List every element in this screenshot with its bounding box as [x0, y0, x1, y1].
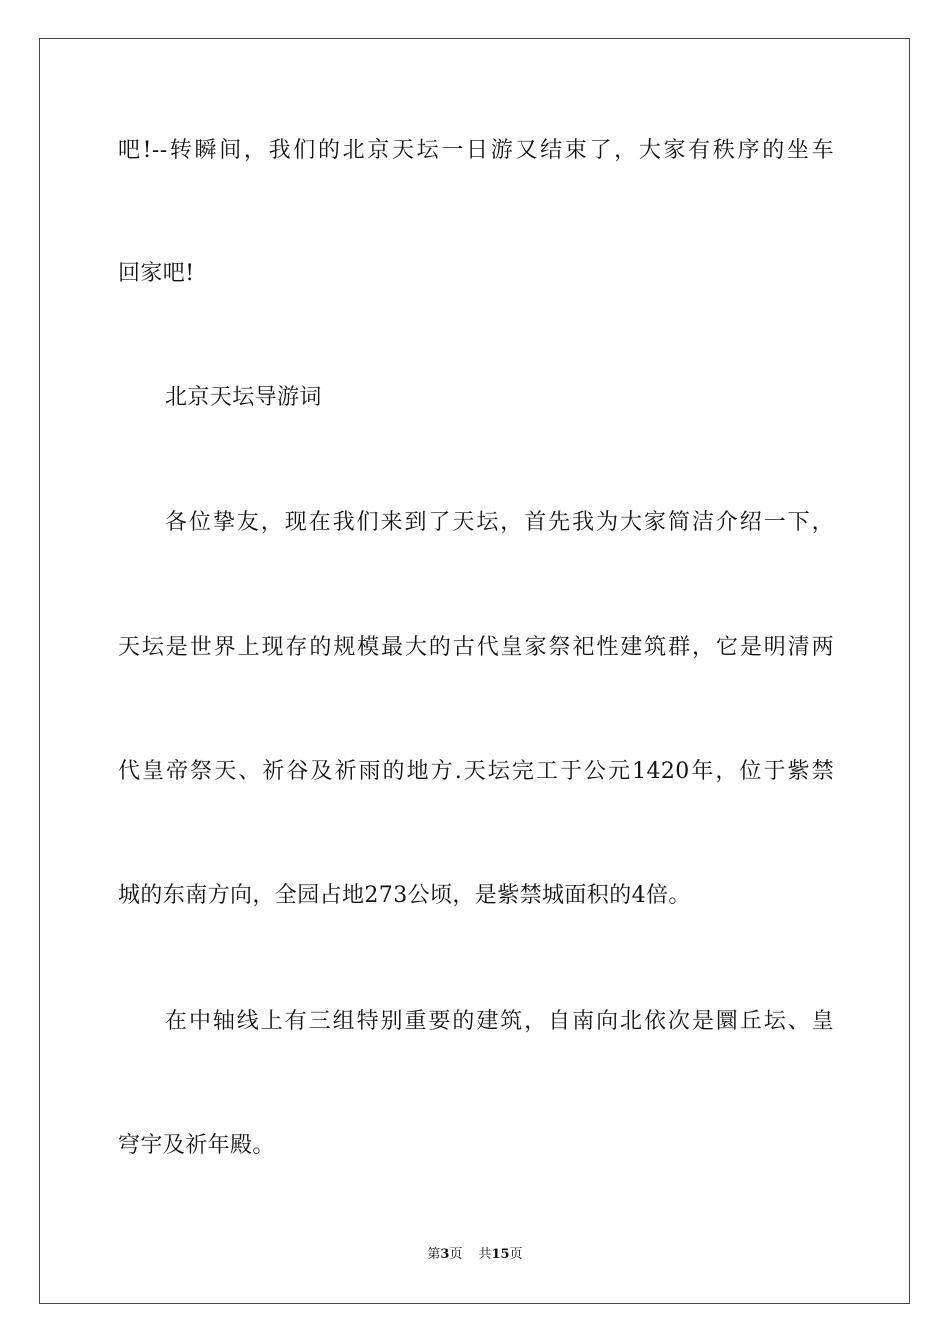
page-footer	[0, 1246, 950, 1264]
body-line-3: 各位挚友，现在我们来到了天坛，首先我为大家简洁介绍一下，	[165, 510, 834, 535]
body-line-6: 城的东南方向，全园占地273公顷，是紫禁城面积的4倍。	[118, 883, 691, 908]
footer-total-prefix: 共	[478, 1247, 492, 1262]
body-line-2: 回家吧!	[118, 261, 195, 286]
footer-total-suffix: 页	[509, 1247, 523, 1262]
footer-page-number: 3	[440, 1247, 450, 1262]
body-line-5: 代皇帝祭天、祈谷及祈雨的地方.天坛完工于公元1420年，位于紫禁	[118, 759, 834, 784]
body-line-1: 吧!--转瞬间，我们的北京天坛一日游又结束了，大家有秩序的坐车	[118, 138, 834, 163]
section-title: 北京天坛导游词	[165, 385, 322, 410]
footer-page-prefix: 第	[427, 1247, 441, 1262]
body-line-4: 天坛是世界上现存的规模最大的古代皇家祭祀性建筑群，它是明清两	[118, 635, 834, 660]
body-line-7: 在中轴线上有三组特别重要的建筑，自南向北依次是圜丘坛、皇	[165, 1009, 834, 1034]
footer-page-suffix: 页	[449, 1247, 463, 1262]
body-line-8: 穹宇及祈年殿。	[118, 1133, 275, 1158]
page-frame	[39, 38, 910, 1304]
footer-total-pages: 15	[491, 1247, 510, 1262]
